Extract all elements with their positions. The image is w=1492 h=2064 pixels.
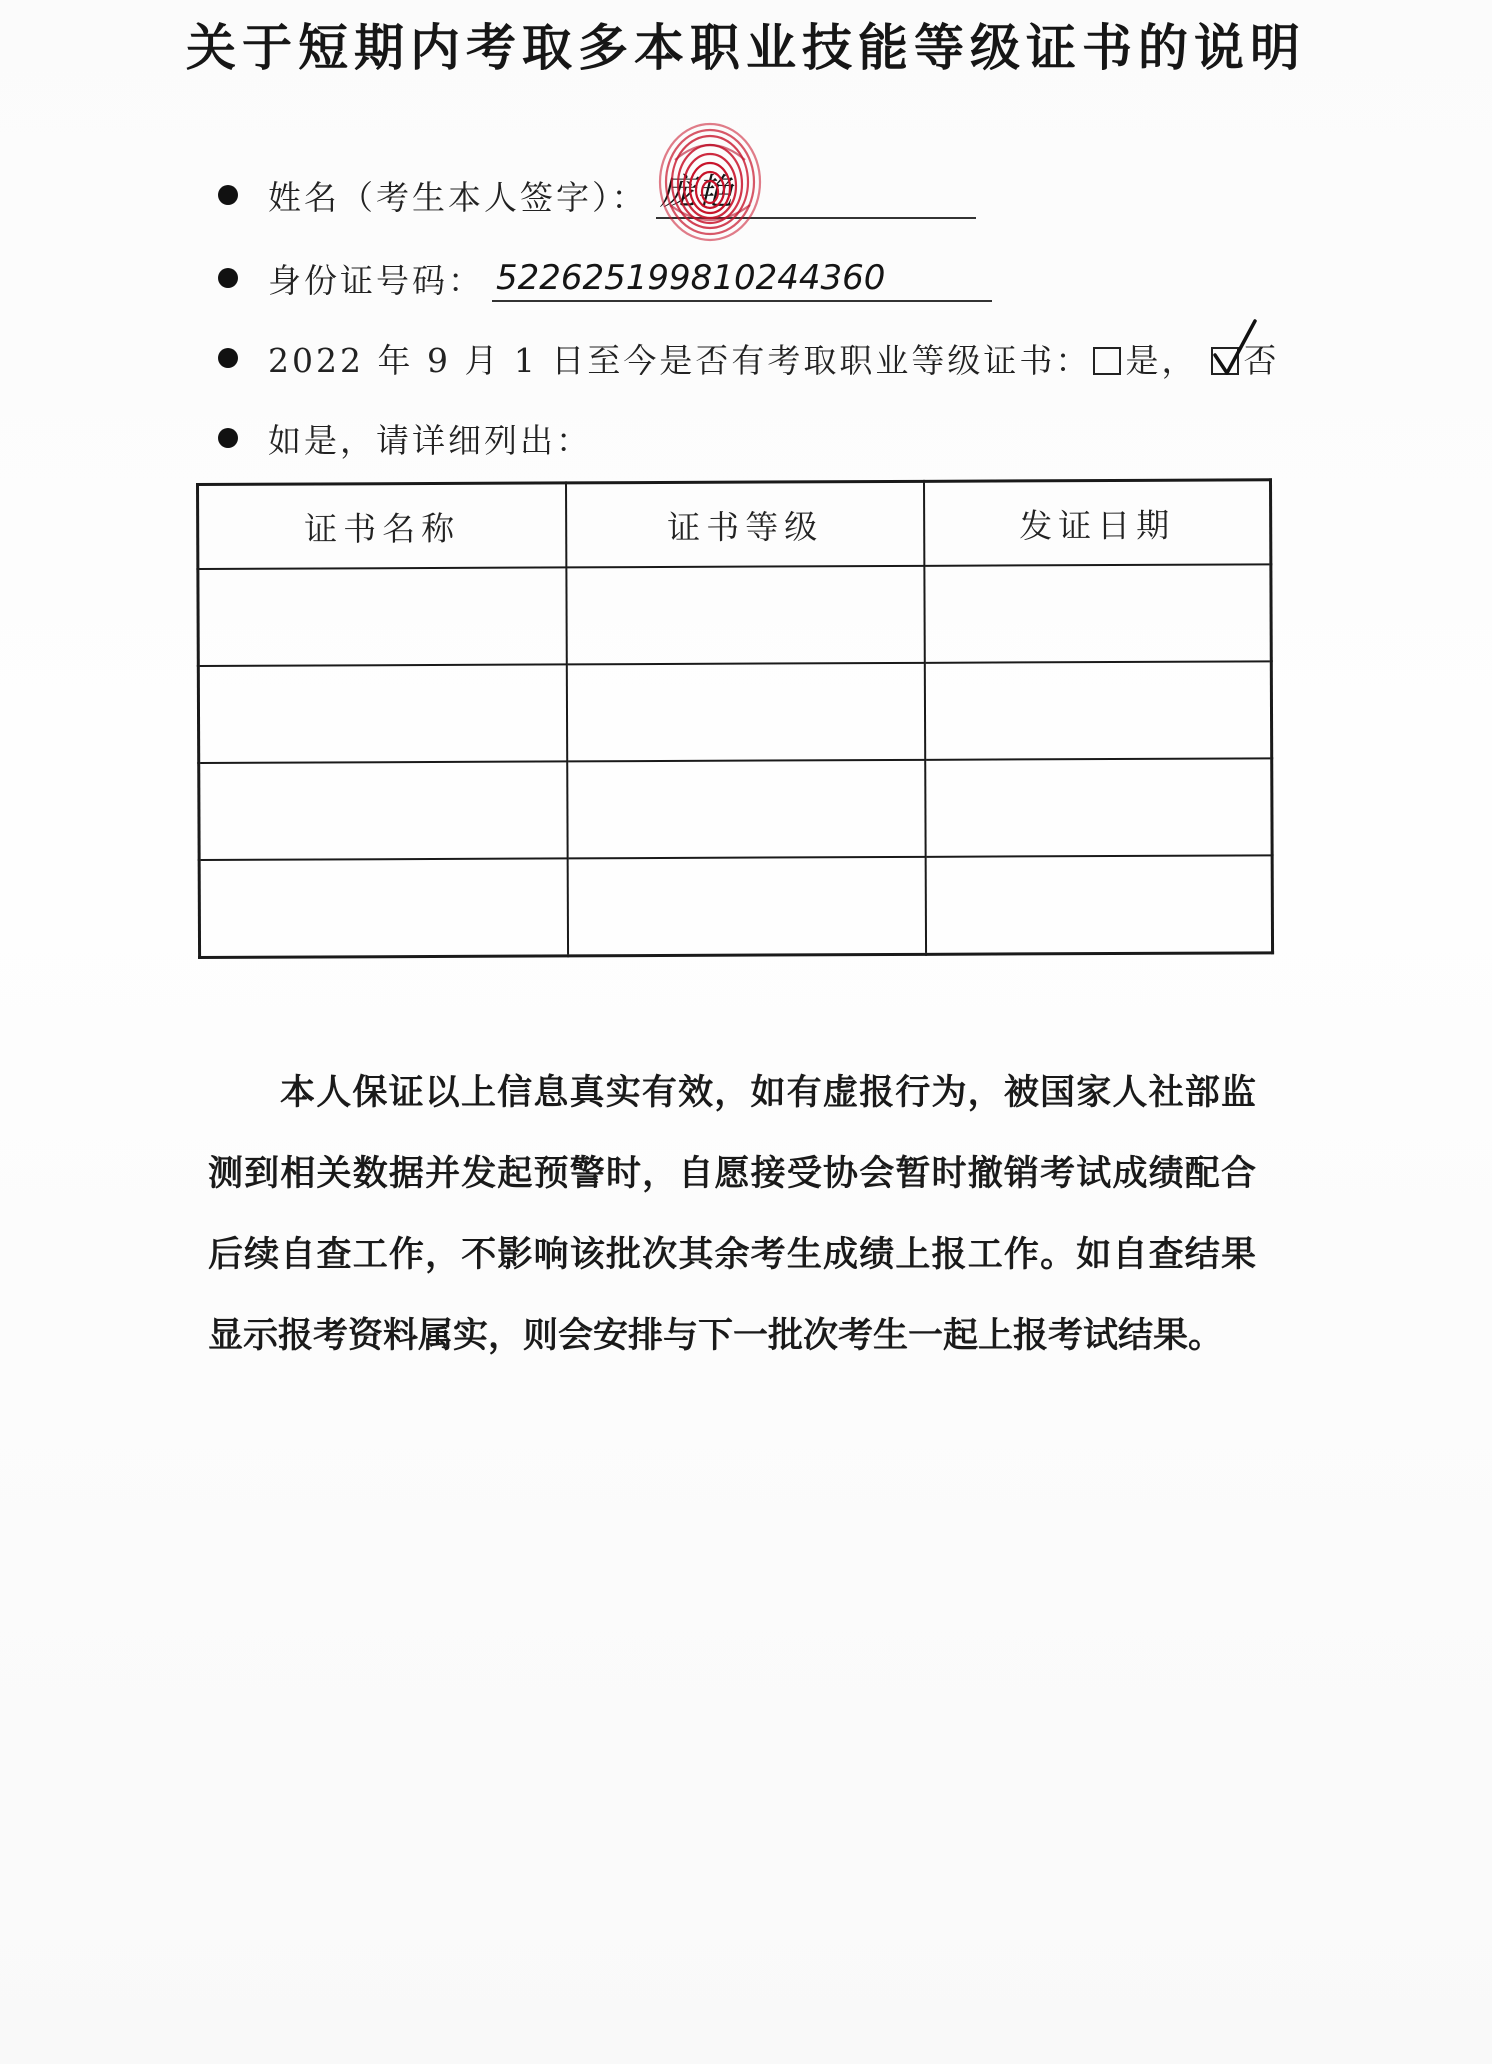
id-field-row bbox=[218, 248, 992, 308]
bullet-icon bbox=[218, 428, 238, 448]
header-issue-date: 发证日期 bbox=[924, 480, 1271, 566]
list-prompt-row bbox=[218, 408, 592, 468]
table-cell[interactable] bbox=[926, 855, 1273, 954]
table-header-row bbox=[198, 480, 1271, 569]
table-cell[interactable] bbox=[566, 566, 924, 665]
bullet-icon bbox=[218, 348, 238, 368]
option-yes-label: 是， bbox=[1125, 340, 1198, 380]
table-row bbox=[199, 758, 1272, 860]
table-cell[interactable] bbox=[198, 567, 567, 666]
document-title: 关于短期内考取多本职业技能等级证书的说明 bbox=[186, 18, 1306, 77]
id-number-value: 522625199810244360 bbox=[496, 258, 886, 298]
table-cell[interactable] bbox=[198, 664, 567, 763]
option-yes-checkbox[interactable] bbox=[1093, 347, 1121, 375]
table-cell[interactable] bbox=[925, 758, 1272, 857]
bullet-icon bbox=[218, 268, 238, 288]
option-no-label: 否 bbox=[1243, 340, 1280, 380]
list-prompt-text: 如是，请详细列出： bbox=[268, 420, 592, 460]
name-label: 姓名（考生本人签字）： bbox=[268, 177, 648, 217]
name-field-row bbox=[218, 165, 976, 225]
table-row bbox=[198, 661, 1271, 763]
table-cell[interactable] bbox=[199, 858, 568, 957]
table-cell[interactable] bbox=[925, 661, 1272, 760]
cert-question-text: 2022 年 9 月 1 日至今是否有考取职业等级证书： bbox=[268, 340, 1092, 380]
table-cell[interactable] bbox=[567, 760, 925, 859]
name-signature: 庞艳 bbox=[659, 172, 734, 213]
id-label: 身份证号码： bbox=[268, 260, 484, 300]
checkmark-icon bbox=[1211, 319, 1259, 377]
fingerprint-icon bbox=[655, 120, 765, 245]
table-row bbox=[199, 855, 1272, 957]
table-row bbox=[198, 564, 1271, 666]
table-cell[interactable] bbox=[924, 564, 1271, 663]
declaration-statement: 本人保证以上信息真实有效，如有虚报行为，被国家人社部监测到相关数据并发起预警时，自愿接受协会暂时撤销考试成绩配合后续自查工作，不影响该批次其余考生成绩上报工作。如自查结果显示报考资料属实，则会安排与下一批次考生一起上报考试结果。 bbox=[208, 1072, 1256, 1356]
header-cert-name: 证书名称 bbox=[198, 483, 567, 569]
certificate-table bbox=[196, 478, 1274, 959]
bullet-icon bbox=[218, 185, 238, 205]
table-cell[interactable] bbox=[199, 761, 568, 860]
cert-question-row bbox=[218, 328, 1279, 388]
header-cert-level: 证书等级 bbox=[566, 481, 924, 567]
option-no-checkbox[interactable] bbox=[1211, 347, 1239, 375]
table-cell[interactable] bbox=[568, 857, 926, 956]
id-number-field[interactable] bbox=[492, 254, 992, 302]
table-cell[interactable] bbox=[567, 663, 925, 762]
